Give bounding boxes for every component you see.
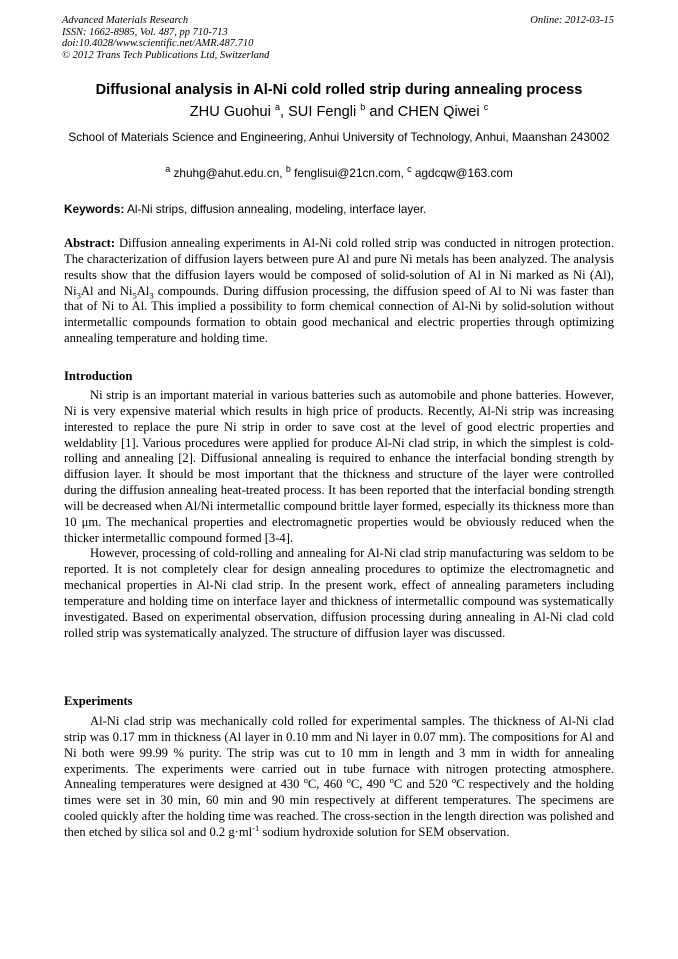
keywords [64, 201, 616, 217]
author-mark: a [274, 102, 280, 113]
introduction-paragraph: However, processing of cold-rolling and annealing for Al-Ni clad strip manufacturing was seldom to be reported. It is not completely clear for design annealing procedures to optimize the electromagnetic and mechanical properties in Al-Ni clad strip. In the present work, effect of annealing parameters including temperature and holding time on interface layer and thickness of intermetallic compound was systematically investigated. Based on experimental observation, diffusion processing during annealing in Al-Ni clad cold rolled strip was systematically analyzed. The structure of diffusion layer was discussed. [64, 546, 614, 640]
subscript: 5 [132, 290, 137, 301]
subscript: 3 [149, 290, 154, 301]
doi-line: doi:10.4028/www.scientific.net/AMR.487.710 [62, 38, 254, 49]
author-mark: b [360, 102, 366, 113]
email-address[interactable]: agdcqw@163.com [414, 166, 513, 180]
experiments-text: sodium hydroxide solution for SEM observation. [259, 824, 510, 839]
degree-mark: o [303, 775, 308, 786]
email-address[interactable]: fenglisui@21cn.com [294, 166, 401, 180]
email-separator: , [400, 166, 408, 180]
copyright-line: © 2012 Trans Tech Publications Ltd, Switzerland [62, 49, 270, 61]
degree-mark: o [346, 775, 351, 786]
email-mark: c [407, 164, 412, 175]
experiments-paragraph [64, 714, 614, 841]
experiments-heading: Experiments [64, 694, 133, 708]
email-list [62, 165, 616, 181]
introduction-heading: Introduction [64, 369, 133, 383]
email-separator: , [279, 166, 286, 180]
experiments-text: Al-Ni clad strip was mechanically cold rolled for experimental samples. The thickness of Al-Ni clad strip was 0.17 mm in thickness (Al layer in 0.10 mm and Ni layer in 0.07 mm). The compositions for Al and Ni both were 99.99 % purity. The strip was cut to 10 mm in length and 3 mm in width for annealing experiments. The experiments were carried out in tube furnace with nitrogen protecting atmosphere. Annealing temperatures were designed at 430 [64, 714, 614, 792]
journal-name: Advanced Materials Research [62, 15, 189, 26]
experiments-text: C and 520 [393, 777, 452, 792]
subscript: 3 [76, 290, 81, 301]
abstract-text: Al and Ni [80, 283, 133, 298]
author-separator: and [365, 104, 398, 120]
experiments-text: C, 460 [307, 777, 347, 792]
keywords-text: Al-Ni strips, diffusion annealing, modeling, interface layer. [126, 202, 427, 216]
introduction-paragraph: Ni strip is an important material in various batteries such as automobile and phone batteries. However, Ni is very expensive material which results in high price of products. Recently, Al-Ni strip was increasing interested to replace the pure Ni strip in order to save cost at the level of good electric properties and weldablity [1]. Various procedures were applied for produce Al-Ni clad strip, in which the simplest is cold-rolling and annealing [2]. Diffusional annealing is required to enhance the interfacial bonding strength by diffusion layer. It should be most important that the thickness and structure of the layer were controlled during the diffusion annealing heat-treated process. It has been reported that the interfacial bonding strength will be decreased when Al/Ni intermetallic compound brittle layer formed, especially its thickness more than 10 μm. The mechanical properties and electromagnetic properties would be obviously reduced when the thicker intermetallic compound formed [3-4]. [64, 388, 614, 545]
keywords-label: Keywords: [64, 202, 125, 216]
superscript: -1 [252, 822, 260, 833]
abstract [64, 236, 614, 347]
abstract-label: Abstract: [64, 236, 116, 250]
email-address[interactable]: zhuhg@ahut.edu.cn [173, 166, 280, 180]
degree-mark: o [389, 775, 394, 786]
experiments-text: C, 490 [350, 777, 390, 792]
author-separator: , [279, 104, 289, 120]
author-mark: c [483, 102, 489, 113]
experiments-body [64, 714, 614, 841]
email-mark: a [165, 164, 171, 175]
journal-header [62, 15, 269, 61]
abstract-text: compounds. During diffusion processing, the diffusion speed of Al to Ni was faster than that of Ni to Al. This implied a possibility to form chemical connection of Al-Ni by solid-solution without intermetallic compounds formation to obtain good mechanical and electric properties through optimizing annealing temperature and holding time. [64, 283, 614, 346]
issn-line: ISSN: 1662-8985, Vol. 487, pp 710-713 [62, 26, 228, 38]
paper-title: Diffusional analysis in Al-Ni cold rolled strip during annealing process [95, 82, 583, 98]
introduction-body [64, 388, 614, 642]
author-name: SUI Fengli [288, 104, 357, 120]
author-name: CHEN Qiwei [397, 104, 480, 120]
abstract-text: Al [136, 283, 150, 298]
abstract-text: Diffusion annealing experiments in Al-Ni cold rolled strip was conducted in nitrogen protection. The characterization of diffusion layers between pure Al and pure Ni metals has been analyzed. The analysis results show that the diffusion layers would be composed of solid-solution of Al in Ni marked as Ni (Al), Ni [64, 236, 614, 298]
author-name: ZHU Guohui [189, 104, 271, 120]
email-mark: b [285, 164, 291, 175]
affiliation: School of Materials Science and Engineering, Anhui University of Technology, Anhui, Maanshan 243002 [68, 130, 610, 144]
online-date: Online: 2012-03-15 [530, 15, 614, 26]
degree-mark: o [451, 775, 457, 786]
author-list [40, 102, 638, 122]
experiments-text: C respectively and the holding times were set in 30 min, 60 min and 90 min respectively at different temperatures. The specimens are cooled quickly after the holding time was reached. The cross-section in the length direction was polished and then etched by silica sol and 0.2 g·ml [64, 777, 614, 839]
